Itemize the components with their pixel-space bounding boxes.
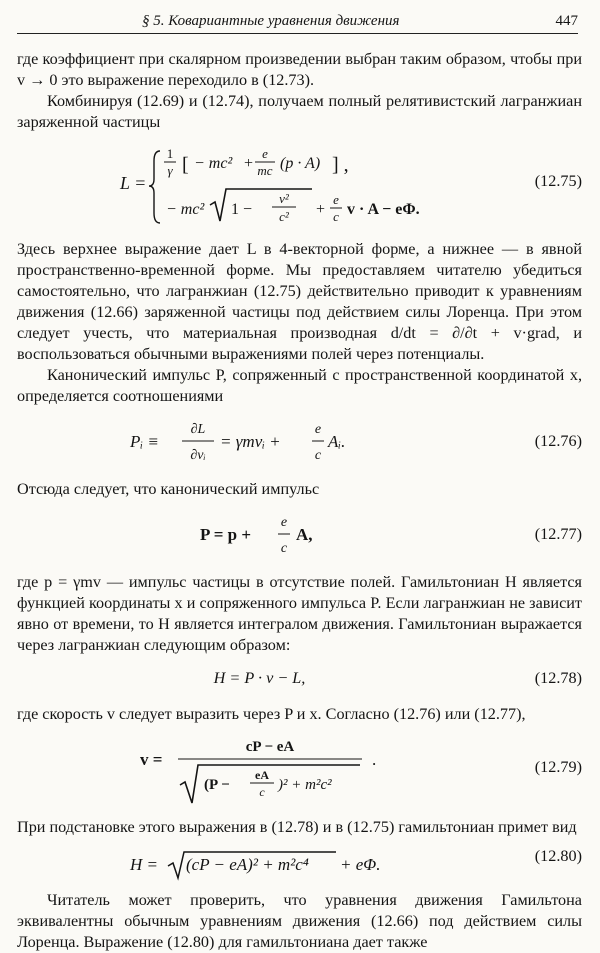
eq79-den-close: )² + m²c²: [277, 777, 332, 793]
equation-12-77-svg: [160, 508, 360, 564]
eq77-e: e: [280, 515, 287, 530]
eq75-bot-frac-num: v²: [278, 191, 289, 206]
equation-12-80: [17, 846, 582, 882]
page-number: 447: [555, 13, 578, 29]
equation-12-79-svg: [100, 733, 420, 809]
equation-12-78: [17, 668, 582, 704]
running-header: [17, 9, 578, 34]
eq79-lhs: v =: [139, 750, 162, 769]
eq75-top-plus: +: [243, 155, 253, 172]
equation-12-77-number: (12.77): [534, 525, 582, 543]
paragraph-9: Читатель может проверить, что уравнения движения Гамильтона эквивалентны обычным уравнениям движения (12.66) под действием силы Лоренца. Выражение (12.80) для гамильтониана дает также: [17, 891, 582, 951]
eq79-num: cP − eA: [245, 739, 294, 755]
eq75-bot-tail: v · A − eΦ.: [346, 201, 420, 218]
eq75-top-frac-den: mc: [256, 163, 273, 178]
eq76-mid: = γmvᵢ +: [219, 432, 281, 451]
paragraph-4: Канонический импульс P, сопряженный с пространственной координатой x, определяется соотношениями: [17, 366, 582, 405]
eq79-den-open: (P −: [203, 777, 230, 793]
equation-12-80-svg: [120, 846, 400, 882]
eq79-den-c: c: [258, 785, 265, 799]
section-title: § 5. Ковариантные уравнения движения: [142, 13, 400, 29]
eq75-top-term2: (p · A): [279, 155, 320, 172]
eq80-radicand: (cP − eA)² + m²c⁴: [185, 855, 309, 874]
paragraph-2: Комбинируя (12.69) и (12.74), получаем полный релятивистский лагранжиан заряженной частицы: [17, 92, 582, 131]
eq76-lhs: Pᵢ ≡: [129, 432, 159, 451]
eq76-frac-den: ∂vᵢ: [189, 448, 206, 463]
equation-12-76-body: [17, 415, 502, 477]
eq75-close-bracket: ] ,: [331, 154, 349, 176]
equation-12-79-body: [17, 733, 502, 815]
eq75-bot-one: 1 −: [230, 201, 252, 218]
eq79-den-e: eA: [254, 768, 269, 782]
eq75-lhs: L =: [119, 173, 146, 193]
eq75-bot-frac-den: c²: [278, 209, 289, 224]
eq75-bot-e: e: [332, 192, 339, 207]
equation-12-75-body: [17, 141, 502, 237]
eq76-e: e: [314, 422, 321, 437]
eq75-coef-den: γ: [166, 163, 173, 178]
eq77-lhs: P = p +: [199, 525, 251, 544]
paragraph-8: При подстановке этого выражения в (12.78) и в (12.75) гамильтониан примет вид: [17, 818, 577, 836]
paragraph-6: где p = γmv — импульс частицы в отсутствие полей. Гамильтониан H является функцией координаты x и сопряженного импульса P. Если лагранжиан не зависит явно от времени, то H является интегралом движения. Гамильтониан выражается через лагранжиан следующим образом:: [17, 573, 582, 654]
equation-12-76: [17, 415, 582, 471]
eq75-bot-term1: − mc²: [165, 201, 204, 218]
paragraph-1: где коэффициент при скалярном произведении выбран таким образом, чтобы при v → 0 это выражение переходило в (12.73).: [17, 50, 582, 89]
equation-12-79: [17, 733, 582, 809]
equation-12-75-number: (12.75): [534, 172, 582, 190]
eq77-c: c: [280, 541, 287, 556]
equation-12-80-body: [17, 846, 502, 888]
eq75-open-bracket: [: [181, 154, 189, 176]
equation-12-76-number: (12.76): [534, 432, 582, 450]
equation-12-79-number: (12.79): [534, 758, 582, 776]
eq77-tail: A,: [295, 525, 313, 544]
equation-12-76-svg: [110, 415, 410, 471]
eq79-dot: .: [371, 750, 376, 769]
equation-12-75-svg: [60, 141, 460, 231]
equation-12-75: [17, 141, 582, 231]
paragraph-7: где скорость v следует выразить через P и x. Согласно (12.76) или (12.77),: [17, 705, 526, 723]
equation-12-77: [17, 508, 582, 564]
eq75-bot-c: c: [332, 209, 339, 224]
paragraph-3: Здесь верхнее выражение дает L в 4-векторной форме, а нижнее — в явной пространственно-временной форме. Мы предоставляем читателю убедиться самостоятельно, что лагранжиан (12.75) действительно приводит к уравнениям движения (12.66) заряженной частицы под действием силы Лоренца. При этом следует учесть, что материальная производная d/dt = ∂/∂t + v·grad, и воспользоваться обычными выражениями полей через потенциалы.: [17, 240, 582, 363]
eq75-top-term1: − mc²: [193, 155, 232, 172]
eq76-frac-num: ∂L: [190, 422, 205, 437]
eq80-lhs: H =: [129, 855, 158, 874]
equation-12-78-number: (12.78): [534, 669, 582, 687]
eq76-tail: Aᵢ.: [327, 432, 345, 451]
paragraph-5: Отсюда следует, что канонический импульс: [17, 480, 320, 498]
equation-12-77-body: [17, 508, 502, 570]
page-content: [17, 49, 582, 953]
eq75-bot-plus: +: [315, 201, 325, 218]
eq80-tail: + eΦ.: [339, 855, 380, 874]
equation-12-78-body: H = P · v − L,: [213, 669, 306, 687]
eq76-c: c: [314, 448, 321, 463]
eq75-brace: [149, 151, 160, 223]
eq75-coef-num: 1: [166, 146, 173, 161]
equation-12-80-number: (12.80): [534, 847, 582, 865]
eq75-top-frac-num: e: [261, 146, 268, 161]
eq75-sqrt: [210, 189, 312, 221]
